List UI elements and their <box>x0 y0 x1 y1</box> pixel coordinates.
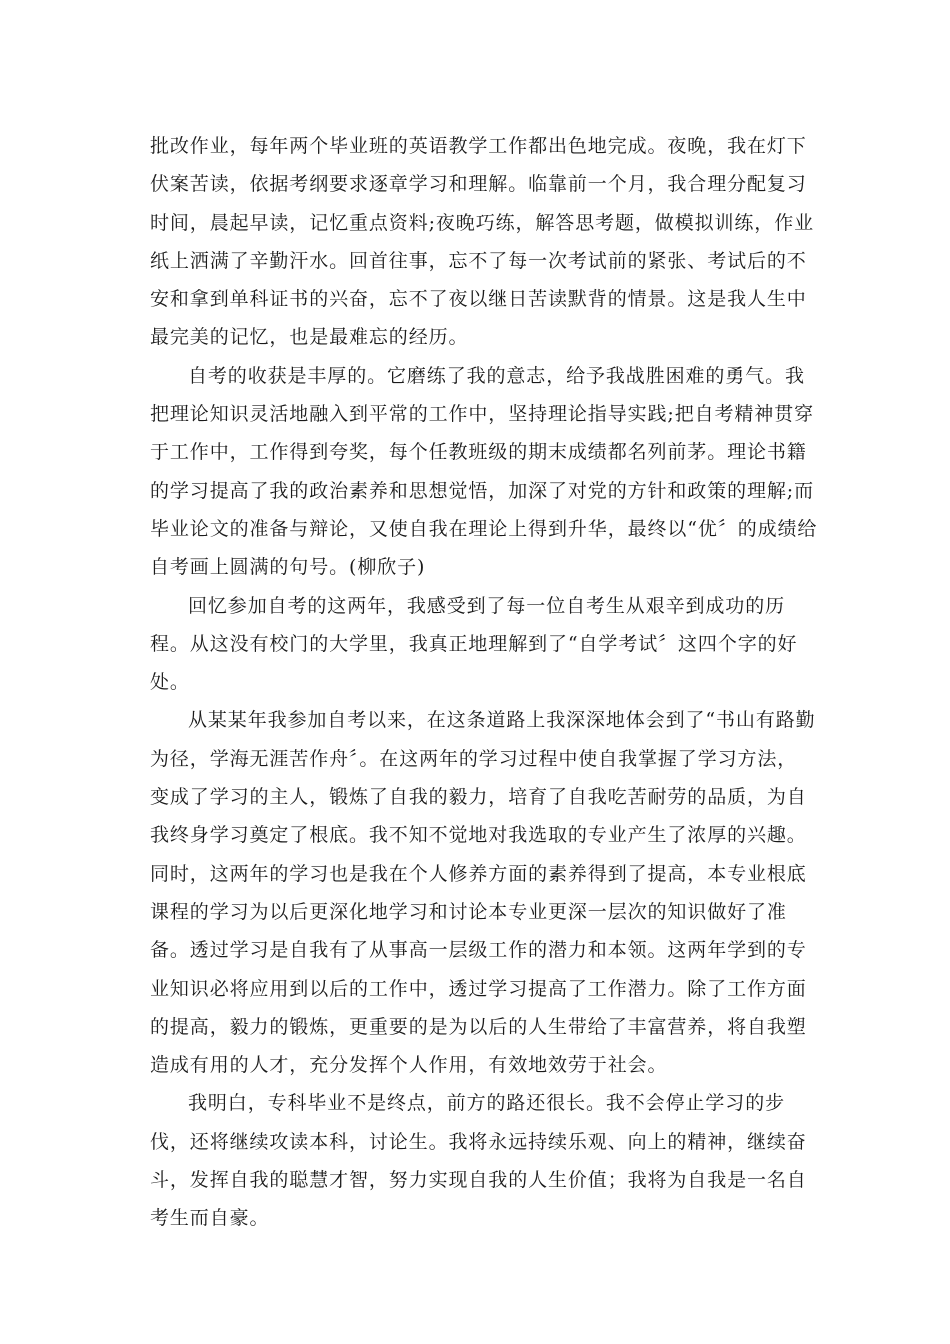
text-line: 为径，学海无涯苦作舟〞。在这两年的学习过程中使自我掌握了学习方法， <box>150 747 798 770</box>
text-line: 安和拿到单科证书的兴奋，忘不了夜以继日苦读默背的情景。这是我人生中 <box>150 288 807 311</box>
text-line: 同时，这两年的学习也是我在个人修养方面的素养得到了提高，本专业根底 <box>150 862 807 885</box>
text-line: 最完美的记忆，也是最难忘的经历。 <box>150 326 469 349</box>
text-line: 回忆参加自考的这两年，我感受到了每一位自考生从艰辛到成功的历 <box>188 594 786 617</box>
text-line: 于工作中，工作得到夸奖，每个任教班级的期末成绩都名列前茅。理论书籍 <box>150 441 807 464</box>
text-line: 伐，还将继续攻读本科，讨论生。我将永远持续乐观、向上的精神，继续奋 <box>150 1130 807 1153</box>
text-line: 伏案苦读，依据考纲要求逐章学习和理解。临靠前一个月，我合理分配复习 <box>150 173 807 196</box>
text-line: 批改作业，每年两个毕业班的英语教学工作都出色地完成。夜晚，我在灯下 <box>150 135 807 157</box>
document-body <box>150 127 818 1238</box>
paragraph-conclusion <box>150 1084 807 1237</box>
text-line: 备。透过学习是自我有了从事高一层级工作的潜力和本领。这两年学到的专 <box>150 939 807 962</box>
paragraph-continuation <box>150 127 815 357</box>
text-line: 处。 <box>150 671 190 694</box>
text-line: 自考的收获是丰厚的。它磨练了我的意志，给予我战胜困难的勇气。我 <box>188 364 805 387</box>
text-line: 从某某年我参加自考以来，在这条道路上我深深地体会到了“书山有路勤 <box>188 709 816 732</box>
text-line: 的提高，毅力的锻炼，更重要的是为以后的人生带给了丰富营养，将自我塑 <box>150 1015 807 1038</box>
text-line: 我明白，专科毕业不是终点，前方的路还很长。我不会停止学习的步 <box>188 1092 786 1115</box>
text-line: 把理论知识灵活地融入到平常的工作中，坚持理论指导实践;把自考精神贯穿 <box>150 403 815 426</box>
text-line: 的学习提高了我的政治素养和思想觉悟，加深了对党的方针和政策的理解;而 <box>150 479 815 502</box>
paragraph-harvest <box>150 357 818 587</box>
text-line: 斗，发挥自我的聪慧才智，努力实现自我的人生价值；我将为自我是一名自 <box>150 1169 807 1192</box>
text-line: 考生而自豪。 <box>150 1207 270 1230</box>
text-line: 时间，晨起早读，记忆重点资料;夜晚巧练，解答思考题，做模拟训练，作业 <box>150 211 815 234</box>
text-line: 变成了学习的主人，锻炼了自我的毅力，培育了自我吃苦耐劳的品质，为自 <box>150 786 807 809</box>
text-line: 程。从这没有校门的大学里，我真正地理解到了“自学考试〞这四个字的好 <box>150 632 798 655</box>
paragraph-recollection <box>150 587 800 702</box>
text-line: 造成有用的人才，充分发挥个人作用，有效地效劳于社会。 <box>150 1054 668 1077</box>
text-line: 课程的学习为以后更深化地学习和讨论本专业更深一层次的知识做好了准 <box>150 900 787 923</box>
text-line: 业知识必将应用到以后的工作中，透过学习提高了工作潜力。除了工作方面 <box>150 977 807 1000</box>
text-line: 毕业论文的准备与辩论，又使自我在理论上得到升华，最终以“优〞的成绩给 <box>150 517 818 540</box>
text-line: 我终身学习奠定了根底。我不知不觉地对我选取的专业产生了浓厚的兴趣。 <box>150 824 807 847</box>
text-line: 自考画上圆满的句号。(柳欣子) <box>150 556 426 579</box>
text-line: 纸上洒满了辛勤汗水。回首往事，忘不了每一次考试前的紧张、考试后的不 <box>150 249 807 272</box>
paragraph-experience <box>150 701 816 1084</box>
